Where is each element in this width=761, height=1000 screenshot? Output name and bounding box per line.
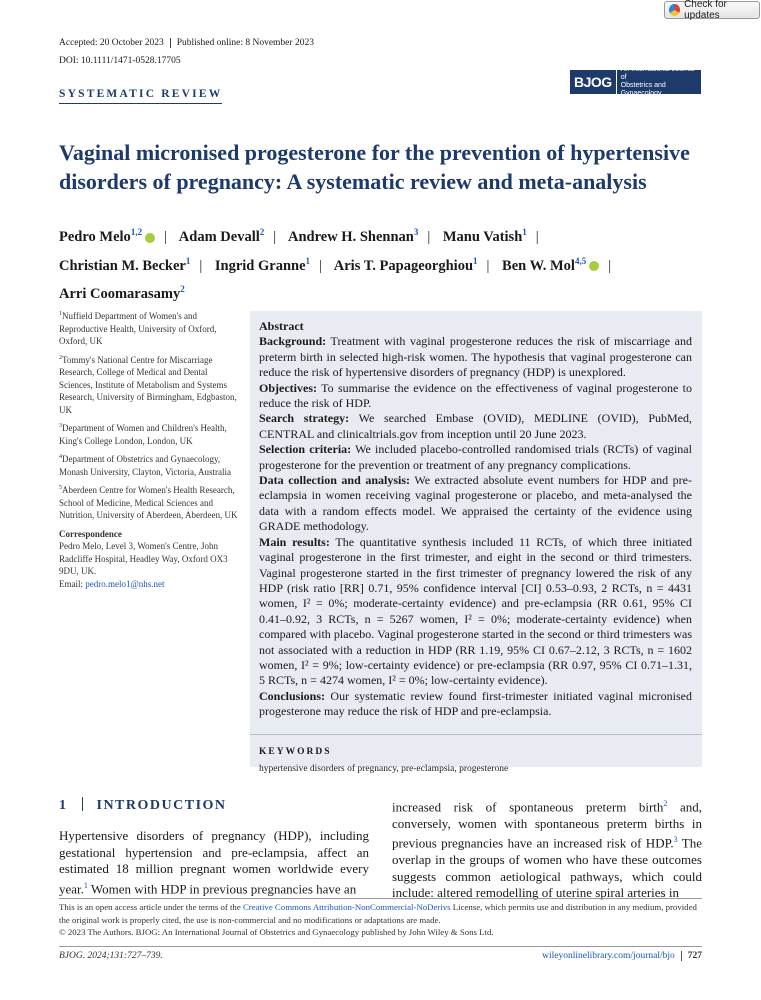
abstract-objectives: Objectives: To summarise the evidence on the effectiveness of vaginal progesterone to reduce the risk of HDP. (259, 380, 692, 411)
correspondence-heading: Correspondence (59, 528, 122, 539)
orcid-icon[interactable] (589, 261, 599, 271)
orcid-icon[interactable] (145, 233, 155, 243)
check-for-updates-button[interactable] (664, 1, 760, 19)
abstract-heading: Abstract (259, 319, 304, 333)
affiliation: $^3$Department of Women and Children's Health, King's College London, London, UK (59, 423, 227, 446)
crossmark-icon (669, 4, 680, 16)
body-text-right: increased risk of spontaneous preterm birth$^2$ and, conversely, women with spontaneous preterm births in previous pregnancies have an increased risk of HDP.$^3$ The overlap in the groups of women who have these outcomes suggests common aetiological pathways, which could include: altered remodelling of uterine spiral arteries in (392, 799, 702, 901)
license-text: This is an open access article under the terms of the Creative Commons Attribution-NonCommercial-NoDerivs License, which permits use and distribution in any medium, provided the original work is properly cited, the use is non-commercial and no modifications or adaptations are made. (59, 902, 697, 925)
page-footer (542, 951, 702, 961)
affiliations (59, 308, 239, 594)
section-heading: 1 INTRODUCTION (59, 798, 227, 813)
reference-link[interactable]: 3 (673, 835, 678, 845)
abstract-background: Background: Treatment with vaginal progesterone reduces the risk of miscarriage and preterm birth in selected high-risk women. The hypothesis that vaginal progesterone can reduce the risk of hypertensive disorders of pregnancy (HDP) is unexplored. (259, 334, 692, 380)
journal-logo (570, 66, 701, 97)
author[interactable]: Andrew H. Shennan$^3$ (288, 227, 419, 245)
author[interactable]: Ingrid Granne$^1$ (214, 255, 311, 274)
publication-dates (59, 38, 314, 48)
author[interactable]: Aris T. Papageorghiou$^1$ (333, 255, 478, 274)
author[interactable]: Adam Devall$^2$ (178, 227, 265, 245)
journal-logo-subtitle: An International Journal of Obstetrics and Gynaecology (620, 66, 695, 97)
affiliation: $^5$Aberdeen Centre for Women's Health Research, School of Medicine, Medical Sciences and Nutrition, University of Aberdeen, Aberdeen, UK (59, 485, 238, 520)
license-link[interactable]: Creative Commons Attribution-NonCommercial-NoDerivs (242, 902, 451, 912)
copyright-text: © 2023 The Authors. BJOG: An International Journal of Obstetrics and Gynaecology published by John Wiley & Sons Ltd. (59, 927, 494, 937)
affiliation: $^1$Nuffield Department of Women's and Reproductive Health, University of Oxford, Oxford, UK (59, 311, 217, 346)
affiliation: $^4$Department of Obstetrics and Gynaecology, Monash University, Clayton, Victoria, Australia (59, 454, 231, 477)
doi[interactable]: DOI: 10.1111/1471-0528.17705 (59, 56, 181, 66)
author[interactable]: Christian M. Becker$^1$ (59, 255, 191, 274)
accepted-date: Accepted: 20 October 2023 (59, 38, 164, 49)
author[interactable]: Manu Vatish$^1$ (442, 227, 527, 245)
email-link[interactable]: pedro.melo1@nhs.net (85, 578, 165, 589)
license-footnote (59, 898, 702, 939)
author[interactable]: Arri Coomarasamy$^2$ (59, 284, 185, 303)
author[interactable]: Ben W. Mol$^{4,5}$ (502, 258, 599, 274)
keywords-heading: KEYWORDS (259, 746, 332, 757)
affiliation: $^2$Tommy's National Centre for Miscarriage Research, College of Medical and Dental Sciences, Institute of Metabolism and Systems Research, University of Birmingham, Edgbaston, UK (59, 354, 237, 415)
reference-link[interactable]: 2 (663, 799, 668, 808)
author-list: Pedro Melo$^{1,2}$ | Adam Devall$^2$ | Andrew H. Shennan$^3$ | Manu Vatish$^1$ | Christian M. Becker$^1$ | Ingrid Granne$^1$ | Aris T. Papageorghiou$^1$ | Ben W. Mol$^{4,5}$ | Arri Coomarasamy$^2$ (59, 227, 612, 303)
check-for-updates-label: Check for updates (684, 0, 727, 21)
abstract-conclusions: Conclusions: Our systematic review found first-trimester initiated vaginal micronised progesterone may reduce the risk of HDP and pre-eclampsia. (259, 688, 693, 719)
abstract-main-results: Main results: The quantitative synthesis included 11 RCTs, of which three initiated vaginal progesterone in the first trimester, and eight in the second or third trimesters. Vaginal progesterone started in the first trimester of pregnancy lowered the risk of any HDP (risk ratio [RR] 0.71, 95% confidence interval [CI] 0.53–0.93, 2 RCTs, n = 4431 women, I² = 0%; moderate-certainty evidence) and pre-eclampsia (RR 0.61, 95% CI 0.41–0.92, 3 RCTs, n = 5267 women, I² = 0%; moderate-certainty evidence) when compared with placebo. Vaginal progesterone started in the second or third trimesters was not associated with a reduction in HDP (RR 1.19, 95% CI 0.67–2.12, 3 RCTs, n = 1602 women, I² = 9%; low-certainty evidence) or pre-eclampsia (RR 0.97, 95% CI 0.71–1.31, 5 RCTs, n = 4274 women, I² = 0%; low-certainty evidence). (259, 534, 693, 688)
correspondence-address: Pedro Melo, Level 3, Women's Centre, John Radcliffe Hospital, Headley Way, Oxford OX3 9DU, UK. Email: pedro.melo1@nhs.net (59, 541, 228, 589)
journal-url-link[interactable]: wileyonlinelibrary.com/journal/bjo (542, 951, 675, 961)
reference-link[interactable]: 1 (83, 880, 88, 890)
body-text-left: Hypertensive disorders of pregnancy (HDP), including gestational hypertension and pre-eclampsia, affect an estimated 18 million pregnant women worldwide every year.$^1$ Women with HDP in previous pregnancies have an (59, 828, 369, 896)
divider (250, 734, 702, 735)
abstract-search-strategy: Search strategy: We searched Embase (OVID), MEDLINE (OVID), PubMed, CENTRAL and clinicaltrials.gov from inception until 20 June 2023. (259, 411, 692, 441)
author[interactable]: Pedro Melo$^{1,2}$ (59, 229, 155, 245)
keywords: hypertensive disorders of pregnancy, pre-eclampsia, progesterone (259, 763, 509, 774)
article-title: Vaginal micronised progesterone for the prevention of hypertensive disorders of pregnancy: A systematic review and meta-analysis (59, 140, 690, 194)
divider (170, 38, 171, 48)
abstract-panel (250, 311, 702, 774)
divider (59, 946, 702, 947)
journal-citation: BJOG. 2024;131:727–739. (59, 951, 163, 961)
section-label: SYSTEMATIC REVIEW (59, 88, 222, 104)
journal-logo-mark: BJOG (570, 70, 617, 94)
published-date: Published online: 8 November 2023 (176, 38, 314, 49)
abstract-selection-criteria: Selection criteria: We included placebo-controlled randomised trials (RCTs) of vaginal progesterone for the prevention or treatment of any pregnancy complications. (259, 442, 692, 472)
abstract-data-collection: Data collection and analysis: We extracted absolute event numbers for HDP and pre-eclampsia in women receiving vaginal progesterone or placebo, and meta-analysed the data with a random effects model. We appraised the certainty of the evidence using GRADE methodology. (259, 473, 692, 534)
page-number: 727 (681, 951, 702, 961)
